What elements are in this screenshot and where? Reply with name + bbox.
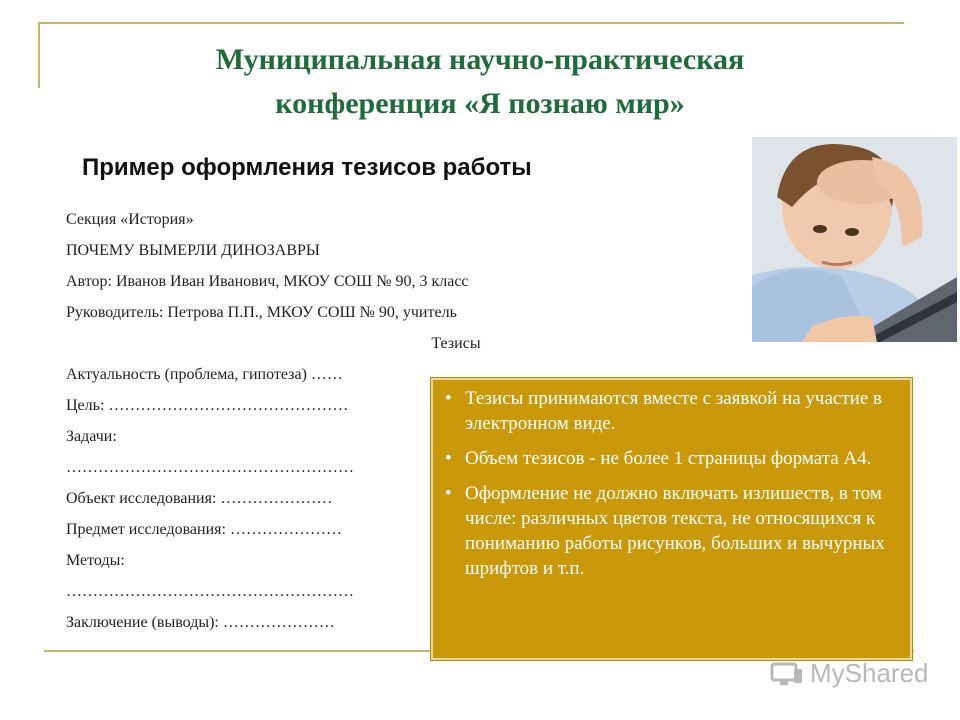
bullet-icon: •	[445, 388, 452, 409]
boy-at-laptop-photo	[752, 137, 957, 342]
doc-line-subject: Предмет исследования: …………………	[66, 521, 342, 538]
doc-line-methods-dots: ………………………………………………	[66, 583, 354, 600]
myshared-logo-icon	[770, 661, 804, 687]
doc-line-topic: ПОЧЕМУ ВЫМЕРЛИ ДИНОЗАВРЫ	[66, 242, 320, 259]
doc-line-theses-heading: Тезисы	[431, 335, 481, 352]
doc-line-author: Автор: Иванов Иван Иванович, МКОУ СОШ № 90, 3 класс	[66, 273, 469, 290]
frame-left-line	[38, 22, 40, 88]
doc-line-relevance: Актуальность (проблема, гипотеза) ……	[66, 366, 343, 383]
requirement-text: Объем тезисов - не более 1 страницы формата А4.	[465, 448, 872, 469]
requirements-callout	[431, 378, 912, 660]
doc-line-object: Объект исследования: …………………	[66, 490, 333, 507]
slide-title	[60, 38, 900, 126]
slide-title-line2: конференция «Я познаю мир»	[275, 87, 685, 120]
doc-line-conclusion: Заключение (выводы): …………………	[66, 614, 335, 631]
doc-line-supervisor: Руководитель: Петрова П.П., МКОУ СОШ № 90, учитель	[66, 304, 457, 321]
requirement-text: Тезисы принимаются вместе с заявкой на участие в электронном виде.	[465, 388, 882, 434]
boy-at-laptop-illustration	[752, 137, 957, 342]
doc-line-tasks: Задачи:	[66, 428, 117, 445]
requirements-list	[443, 386, 898, 581]
doc-line-methods: Методы:	[66, 552, 125, 569]
watermark-text: MyShared	[810, 658, 929, 688]
slide-subtitle: Пример оформления тезисов работы	[82, 154, 532, 181]
bullet-icon: •	[445, 483, 452, 504]
doc-line-section: Секция «История»	[66, 211, 194, 228]
slide-title-line1: Муниципальная научно-практическая	[215, 43, 745, 76]
frame-top-line	[38, 22, 904, 24]
doc-line-goal: Цель: ………………………………………	[66, 397, 349, 414]
requirement-item	[443, 386, 898, 436]
requirement-item	[443, 446, 898, 471]
requirement-item	[443, 481, 898, 581]
doc-line-tasks-dots: ………………………………………………	[66, 459, 354, 476]
myshared-watermark	[770, 658, 929, 689]
bullet-icon: •	[445, 448, 452, 469]
requirement-text: Оформление не должно включать излишеств, в том числе: различных цветов текста, не относящихся к пониманию работы рисунков, больших и вычурных шрифтов и т.п.	[465, 483, 885, 579]
